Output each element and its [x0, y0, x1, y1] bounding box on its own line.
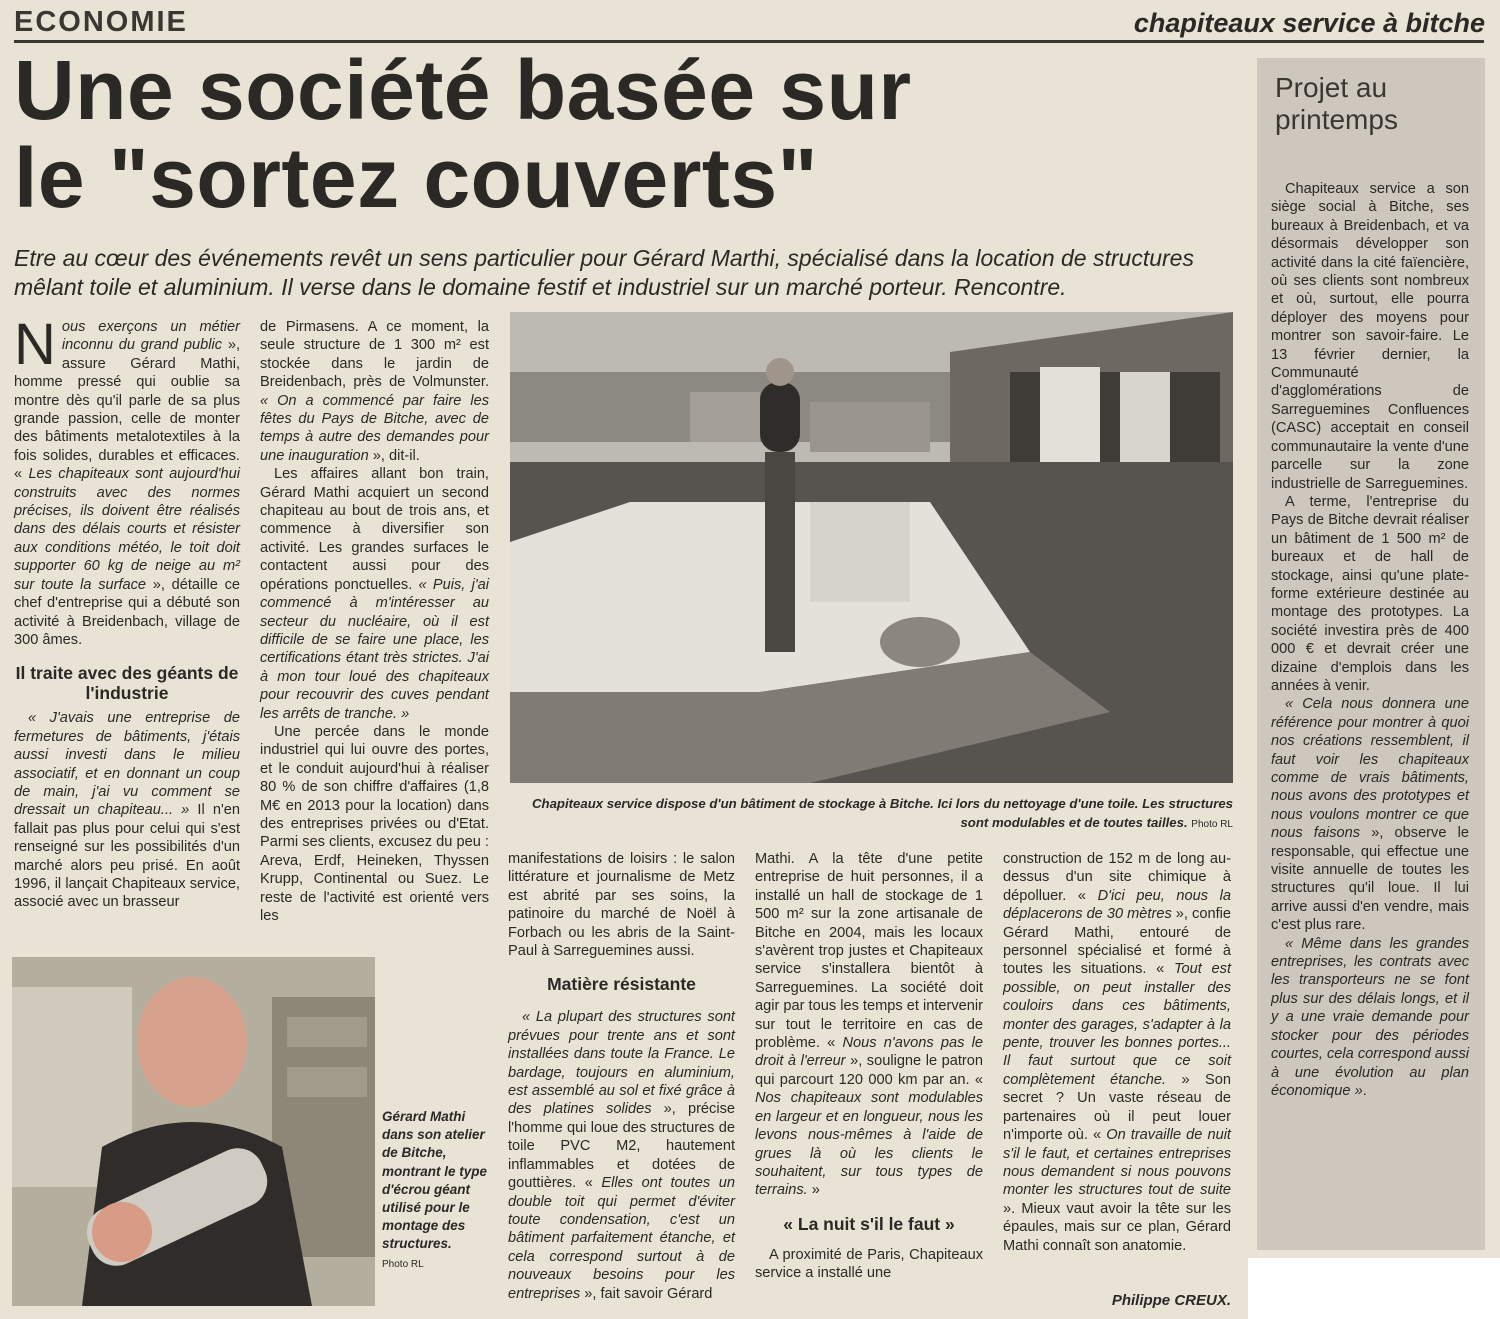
photo-portrait-mathi — [12, 957, 375, 1306]
paragraph: « J'avais une entreprise de fermetures de bâtiments, j'étais aussi investi dans le milieu associatif, et en donnant un coup de main, j'ai vu comment se dressait un chapiteau... » Il n'en fallait pas plus pour celui qui s'est renseigné sur les possibilités d'un marché alors peu prisé. En août 1996, il lançait Chapiteaux service, associé avec un brasseur — [14, 710, 240, 911]
paragraph: de Pirmasens. A ce moment, la seule structure de 1 300 m² est stockée dans le jardin de Breidenbach, près de Volmunster. « On a commencé par faire les fêtes du Pays de Bitche, avec de temps à autre des demandes pour une inauguration », dit-il. — [260, 319, 489, 464]
paragraph: « La plupart des structures sont prévues pour trente ans et sont installées dans toute la France. Le bardage, toujours en aluminium, est assemblé au sol et fixé grâce à des platines solides », précise l'homme qui loue des structures de toile PVC M2, hautement inflammables et dotées de gouttières. « Elles ont toutes un double toit qui permet d'éviter toute condensation, c'est un bâtiment parfaitement étanche, et cela correspond surtout à de nouveaux besoins pour les entreprises », fait savoir Gérard — [508, 1009, 736, 1302]
sidebar-text — [1271, 180, 1469, 1100]
paragraph: manifestations de loisirs : le salon littérature et journalisme de Metz est abrité par ses soins, la patinoire du marché de Noël à Forbach ou les abris de la Saint-Paul à Sarreguemines aussi. — [508, 851, 735, 960]
sidebar-box — [1257, 58, 1485, 1250]
photo-caption: Gérard Mathi dans son atelier de Bitche, montrant le type d'écrou géant utilisé pour le montage des structures. Photo RL — [382, 1108, 500, 1274]
section-label: ECONOMIE — [14, 6, 188, 38]
photo-warehouse-illustration — [510, 312, 1233, 783]
paragraph: A proximité de Paris, Chapiteaux service a installé une — [755, 1246, 983, 1282]
photo-caption: Chapiteaux service dispose d'un bâtiment de stockage à Bitche. Ici lors du nettoyage d'une toile. Les structures sont modulables et de toutes tailles. Photo RL — [532, 796, 1233, 830]
photo-credit: Photo RL — [382, 1258, 424, 1270]
subheading: « La nuit s'il le faut » — [783, 1213, 955, 1234]
paragraph: A terme, l'entreprise du Pays de Bitche devrait réaliser un bâtiment de 1 500 m² de bureaux et de hall de stockage, ainsi qu'une plate-forme extérieure destinée au montage des prototypes. La société investira près de 400 000 € et devrait créer une dizaine d'emplois dans les années à venir. — [1271, 493, 1469, 694]
sidebar-title: Projet au printemps — [1275, 72, 1398, 135]
paragraph: « Cela nous donnera une référence pour montrer à quoi nos créations ressemblent, il faut voir les chapiteaux comme de vrais bâtiments, nous avons des prototypes et nous voulons montrer ce que nous faisons », observe le responsable, qui effectue une visite annuelle de toutes les structures qu'il loue. Il lui arrive aussi d'en vendre, mais c'est plus rare. — [1271, 696, 1469, 934]
subheading: Il traite avec des géants de l'industrie — [15, 663, 239, 704]
paragraph: Les affaires allant bon train, Gérard Mathi acquiert un second chapiteau au bout de trois ans, et commence à diversifier son activité. Les grandes surfaces le contactent aussi pour des opérations ponctuelles. « Puis, j'ai commencé à m'intéresser au secteur du nucléaire, où il est difficile de se faire une place, les certifications étant très strictes. J'ai à mon tour loué des chapiteaux pour recouvrir des cuves pendant les arrêts de tranche. » — [260, 466, 489, 722]
headline — [14, 43, 1244, 225]
paragraph: construction de 152 m de long au-dessus d'un site chimique à dépolluer. « D'ici peu, nous la déplacerons de 30 mètres », confie Gérard Mathi, entouré de personnel spécialisé et formé à toutes les situations. « Tout est possible, on peut installer des couloirs dans ces bâtiments, monter des garages, s'adapter à la pente, trouver les bonnes portes... Il faut surtout que ce soit complètement étanche. » Son secret ? Un vaste réseau de partenaires où il peut louer n'importe où. « On travaille de nuit s'il le faut, et certaines entreprises nous demandent si nous pouvons monter les structures tout de suite ». Mieux vaut avoir la tête sur les épaules, mais sur ce plan, Gérard Mathi connaît son anatomie. — [1003, 851, 1231, 1254]
paragraph: « Même dans les grandes entreprises, les contrats avec les transporteurs ne se font plus sur des délais longs, et il y a une vraie demande pour stocker pour des périodes courtes, cela correspond aussi à une évolution au plan économique ». — [1271, 935, 1469, 1099]
blank-corner — [1248, 1258, 1500, 1319]
kicker: chapiteaux service à bitche — [1133, 8, 1485, 38]
paragraph: Nous exerçons un métier inconnu du grand public », assure Gérard Mathi, homme pressé qui oublie sa montre dès qu'il parle de sa plus grande passion, celle de monter des bâtiments metalotextiles à la fois solides, durables et efficaces. « Les chapiteaux sont aujourd'hui construits avec des normes précises, ils doivent être réalisés dans des délais courts et résister aux conditions météo, le toit doit supporter 60 kg de neige au m² sur toute la surface », détaille ce chef d'entreprise qui a débuté son activité à Breidenbach, village de 300 âmes. — [14, 312, 241, 648]
article-column-2 — [260, 318, 489, 925]
paragraph: Une percée dans le monde industriel qui lui ouvre des portes, et le conduit aujourd'hui à réaliser 80 % de son chiffre d'affaires (1,8 M€ en 2013 pour la location) dans des entreprises privées ou d'Etat. Parmi ses clients, excusez du peu : Areva, Erdf, Heineken, Thyssen Krupp, Continental ou Suez. Le reste de l'activité est orienté vers les — [260, 723, 489, 924]
paragraph: Mathi. A la tête d'une petite entreprise de huit personnes, il a installé un hall de stockage de 1 500 m² sur la zone artisanale de Bitche en 2004, mais les locaux s'avèrent trop justes et Chapiteaux service s'installera bientôt à Sarreguemines. La société doit agir par tous les temps et intervenir sur tout le territoire en cas de problème. « Nous n'avons pas le droit à l'erreur », souligne le patron qui parcourt 120 000 km par an. « Nos chapiteaux sont modulables en largeur et en longueur, nous les levons nous-mêmes à l'aide de grues là où les clients le souhaitent, sur tous types de terrains. » — [755, 851, 983, 1199]
photo-portrait-illustration — [12, 957, 375, 1306]
headline-line-2: le "sortez couverts" — [14, 131, 818, 225]
photo-credit: Photo RL — [1191, 819, 1233, 830]
article-column-1 — [14, 312, 241, 912]
article-column-4 — [755, 850, 983, 1283]
article-column-3 — [508, 850, 735, 1303]
drop-cap: N — [14, 312, 56, 377]
headline-line-1: Une société basée sur — [14, 43, 912, 137]
standfirst: Etre au cœur des événements revêt un sens particulier pour Gérard Marthi, spécialisé dans la location de structures mêlant toile et aluminium. Il verse dans le domaine festif et industriel sur un marché porteur. Rencontre. — [14, 245, 1194, 300]
author-signature: Philippe CREUX. — [1111, 1292, 1231, 1309]
photo-warehouse-cleaning — [510, 312, 1233, 783]
paragraph: Chapiteaux service a son siège social à Bitche, ses bureaux à Breidenbach, et va désormais développer son activité dans la cité faïencière, où ses clients sont nombreux et où, surtout, elle pourra déployer des moyens pour montrer son savoir-faire. Le 13 février dernier, la Communauté d'agglomérations de Sarreguemines Confluences (CASC) acceptait en conseil communautaire la vente d'une parcelle sur la zone industrielle de Sarreguemines. — [1271, 181, 1469, 492]
article-column-5 — [1003, 850, 1231, 1255]
subheading: Matière résistante — [547, 974, 696, 995]
